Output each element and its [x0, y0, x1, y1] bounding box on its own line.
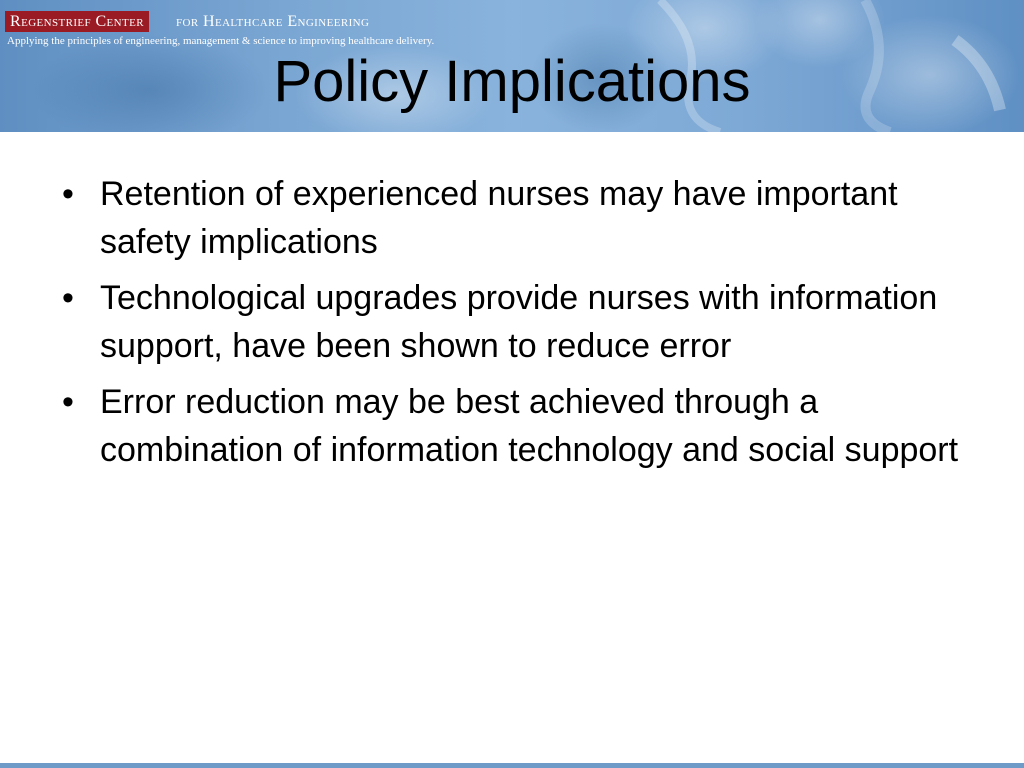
- tagline: Applying the principles of engineering, management & science to improving healthcare delivery.: [7, 35, 435, 47]
- header-banner: [0, 0, 1024, 132]
- logo-secondary: for Healthcare Engineering: [176, 13, 370, 30]
- logo-primary: Regenstrief Center: [5, 11, 149, 32]
- bullet-text: Retention of experienced nurses may have important safety implications: [100, 175, 898, 261]
- bullet-item: [62, 170, 962, 266]
- bullet-text: Error reduction may be best achieved through a combination of information technology and social support: [100, 383, 959, 469]
- bullet-text: Technological upgrades provide nurses with information support, have been shown to reduce error: [100, 279, 938, 365]
- bullet-list: [62, 170, 962, 482]
- slide-title: Policy Implications: [273, 49, 751, 114]
- bullet-item: [62, 378, 962, 474]
- bullet-icon: •: [62, 383, 74, 421]
- bullet-icon: •: [62, 175, 74, 213]
- bullet-item: [62, 274, 962, 370]
- footer-divider: [0, 763, 1024, 768]
- bullet-icon: •: [62, 279, 74, 317]
